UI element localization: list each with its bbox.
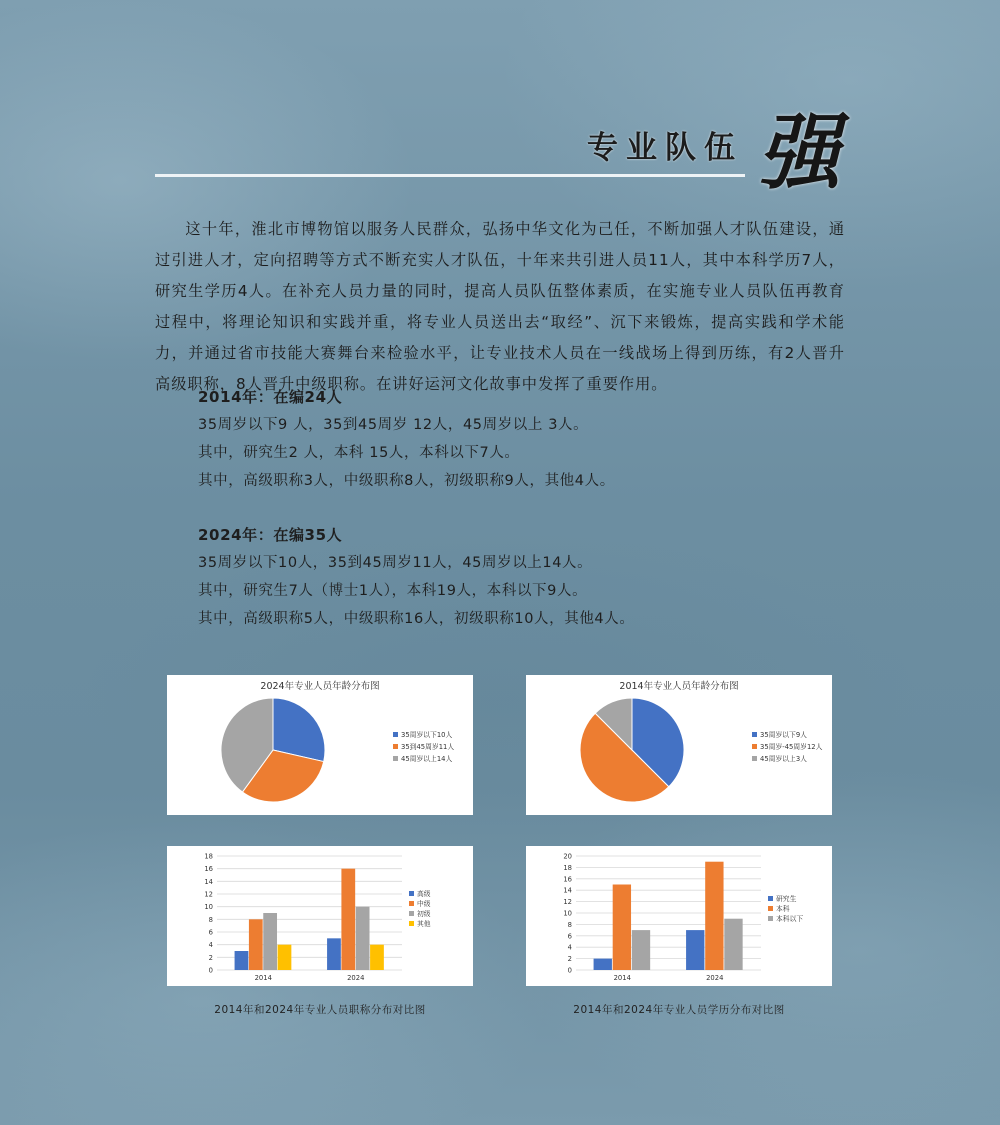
y-tick-label: 16 <box>563 875 572 884</box>
stats-2014-line: 35周岁以下9 人，35到45周岁 12人，45周岁以上 3人。 <box>198 417 589 433</box>
caption-bar-title: 2014年和2024年专业人员职称分布对比图 <box>214 1004 426 1016</box>
pie-2014-svg <box>526 675 832 815</box>
y-tick-label: 14 <box>204 877 213 886</box>
legend-swatch <box>393 744 398 749</box>
bar <box>235 951 249 970</box>
legend-swatch <box>752 756 757 761</box>
legend-swatch <box>752 744 757 749</box>
chart-title: 2024年专业人员年龄分布图 <box>260 681 380 692</box>
legend-label: 本科以下 <box>776 915 804 923</box>
legend-label: 初级 <box>417 910 431 918</box>
bar <box>341 869 355 970</box>
y-tick-label: 18 <box>204 852 213 861</box>
x-tick-label: 2024 <box>347 974 365 982</box>
section-title-emphasis: 强 <box>758 105 840 201</box>
y-tick-label: 6 <box>208 928 213 937</box>
bar <box>249 919 263 970</box>
y-tick-label: 2 <box>208 953 213 962</box>
legend-swatch <box>393 756 398 761</box>
bar <box>278 945 292 970</box>
stats-2014-line: 其中，研究生2 人，本科 15人，本科以下7人。 <box>198 445 520 461</box>
stats-2014-line: 其中，高级职称3人，中级职称8人，初级职称9人，其他4人。 <box>198 473 615 489</box>
pie-2024-svg <box>167 675 473 815</box>
section-header <box>155 96 855 201</box>
legend-label: 本科 <box>776 905 790 913</box>
legend-swatch <box>409 901 414 906</box>
legend-swatch <box>768 916 773 921</box>
bar <box>327 938 341 970</box>
legend-label: 45周岁以上3人 <box>760 755 807 763</box>
y-tick-label: 0 <box>208 966 213 975</box>
legend-swatch <box>393 732 398 737</box>
legend-label: 中级 <box>417 900 431 908</box>
bar <box>705 862 723 970</box>
y-tick-label: 16 <box>204 865 213 874</box>
stats-2024-heading: 2024年：在编35人 <box>198 526 343 544</box>
y-tick-label: 12 <box>563 898 572 907</box>
stats-2024 <box>198 521 848 633</box>
legend-label: 研究生 <box>776 895 797 903</box>
legend-label: 45周岁以上14人 <box>401 755 453 763</box>
chart-title: 2014年专业人员年龄分布图 <box>619 681 739 692</box>
y-tick-label: 4 <box>208 941 213 950</box>
legend-label: 35周岁以下10人 <box>401 731 453 739</box>
caption-bar-edu: 2014年和2024年专业人员学历分布对比图 <box>573 1004 785 1016</box>
legend-label: 其他 <box>417 920 431 928</box>
legend-label: 35周岁-45周岁12人 <box>760 743 823 751</box>
y-tick-label: 4 <box>567 943 572 952</box>
legend-swatch <box>752 732 757 737</box>
chart-bar-edu <box>526 846 832 986</box>
y-tick-label: 8 <box>208 915 213 924</box>
y-tick-label: 0 <box>567 966 572 975</box>
y-tick-label: 6 <box>567 932 572 941</box>
y-tick-label: 10 <box>563 909 572 918</box>
legend-label: 35到45周岁11人 <box>401 743 455 751</box>
chart-bar-title <box>167 846 473 986</box>
bar <box>356 907 370 970</box>
bar <box>613 885 631 971</box>
x-tick-label: 2014 <box>254 974 272 982</box>
y-tick-label: 20 <box>563 852 572 861</box>
bar <box>594 959 612 970</box>
y-tick-label: 2 <box>567 955 572 964</box>
chart-pie-2024 <box>167 675 473 815</box>
y-tick-label: 10 <box>204 903 213 912</box>
stats-2014 <box>198 383 848 495</box>
stats-2024-line: 其中，高级职称5人，中级职称16人，初级职称10人，其他4人。 <box>198 611 635 627</box>
legend-swatch <box>409 891 414 896</box>
bar <box>263 913 277 970</box>
bar <box>724 919 742 970</box>
y-tick-label: 8 <box>567 920 572 929</box>
y-tick-label: 14 <box>563 886 572 895</box>
y-tick-label: 12 <box>204 890 213 899</box>
y-tick-label: 18 <box>563 863 572 872</box>
x-tick-label: 2024 <box>706 974 724 982</box>
title-divider <box>155 174 745 177</box>
section-title: 专业队伍 <box>587 130 743 166</box>
legend-swatch <box>409 921 414 926</box>
bar <box>370 945 384 970</box>
bar-edu-svg <box>526 846 832 986</box>
intro-paragraph: 这十年，淮北市博物馆以服务人民群众，弘扬中华文化为己任，不断加强人才队伍建设，通过引进人才，定向招聘等方式不断充实人才队伍，十年来共引进人员11人，其中本科学历7人，研究生学历4人。在补充人员力量的同时，提高人员队伍整体素质，在实施专业人员队伍再教育过程中，将理论知识和实践并重，将专业人员送出去“取经”、沉下来锻炼，提高实践和学术能力，并通过省市技能大赛舞台来检验水平，让专业技术人员在一线战场上得到历练，有2人晋升高级职称，8人晋升中级职称。在讲好运河文化故事中发挥了重要作用。 <box>155 220 845 393</box>
legend-label: 高级 <box>417 890 431 898</box>
stats-2014-heading: 2014年：在编24人 <box>198 388 343 406</box>
x-tick-label: 2014 <box>613 974 631 982</box>
chart-pie-2014 <box>526 675 832 815</box>
bar <box>686 930 704 970</box>
legend-swatch <box>768 896 773 901</box>
bar <box>632 930 650 970</box>
stats-2024-line: 其中，研究生7人（博士1人），本科19人，本科以下9人。 <box>198 583 588 599</box>
legend-swatch <box>768 906 773 911</box>
stats-2024-line: 35周岁以下10人，35到45周岁11人，45周岁以上14人。 <box>198 555 593 571</box>
bar-title-svg <box>167 846 473 986</box>
legend-swatch <box>409 911 414 916</box>
legend-label: 35周岁以下9人 <box>760 731 807 739</box>
